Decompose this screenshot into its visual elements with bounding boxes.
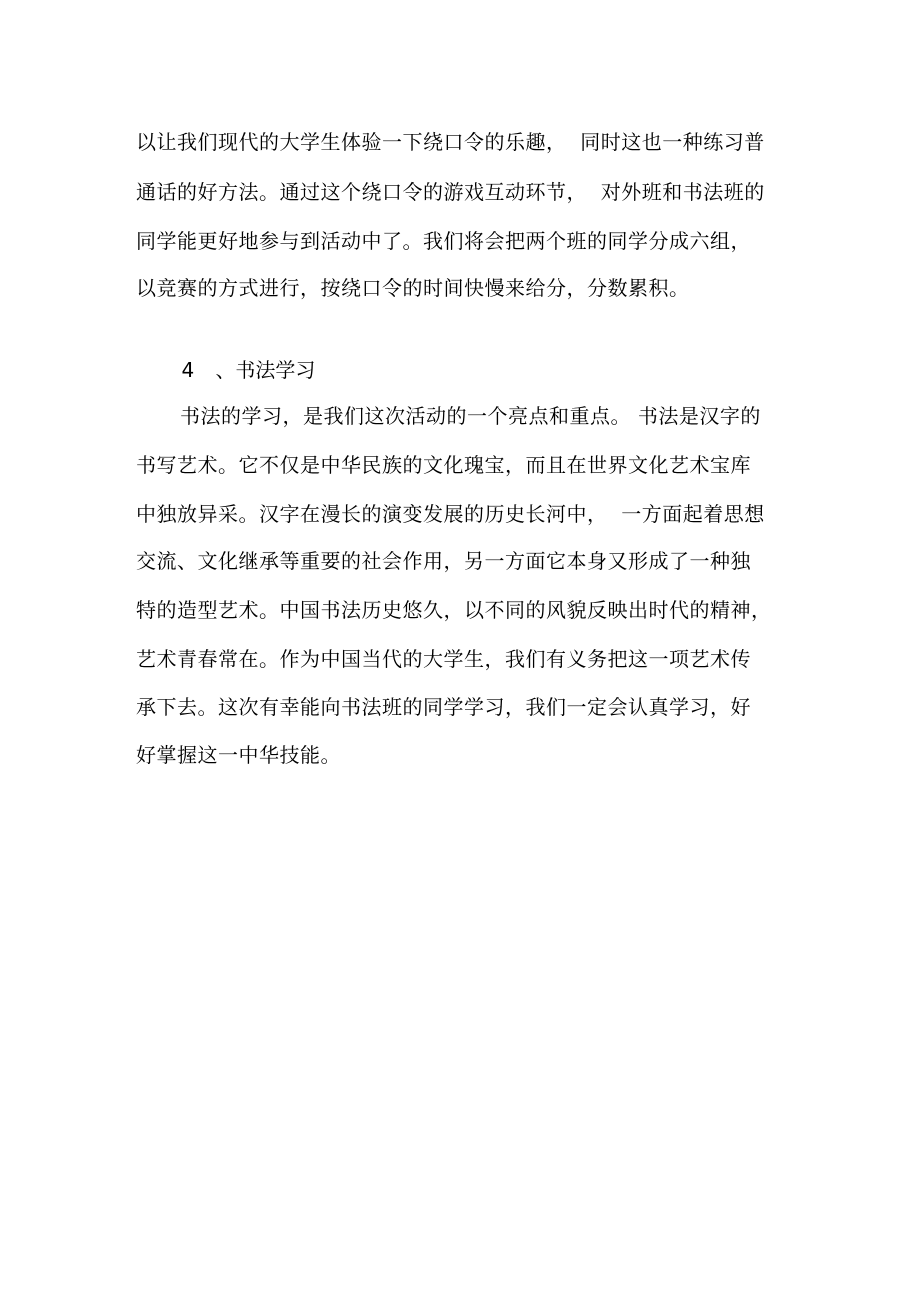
paragraph-2-line-7: 承下去。这次有幸能向书法班的同学学习，我们一定会认真学习，好 bbox=[136, 695, 751, 719]
paragraph-2-line-1: 书法的学习，是我们这次活动的一个亮点和重点。 书法是汉字的 bbox=[180, 404, 761, 428]
paragraph-2-line-3: 中独放异采。汉字在漫长的演变发展的历史长河中， 一方面起着思想 bbox=[136, 502, 765, 526]
paragraph-2-line-4: 交流、文化继承等重要的社会作用，另一方面它本身又形成了一种独 bbox=[136, 549, 751, 573]
section-4-number: 4 bbox=[181, 358, 195, 382]
paragraph-2-line-8: 好掌握这一中华技能。 bbox=[136, 743, 341, 767]
paragraph-2-line-5: 特的造型艺术。中国书法历史悠久，以不同的风貌反映出时代的精神， bbox=[136, 598, 772, 622]
section-4-heading bbox=[156, 328, 315, 412]
paragraph-1-line-4: 以竞赛的方式进行，按绕口令的时间快慢来给分，分数累积。 bbox=[136, 276, 690, 300]
paragraph-2-line-6: 艺术青春常在。作为中国当代的大学生，我们有义务把这一项艺术传 bbox=[136, 647, 751, 671]
paragraph-1-line-3: 同学能更好地参与到活动中了。我们将会把两个班的同学分成六组， bbox=[136, 229, 751, 253]
paragraph-1-line-2: 通话的好方法。通过这个绕口令的游戏互动环节， 对外班和书法班的 bbox=[136, 180, 765, 204]
section-4-title: 、书法学习 bbox=[215, 358, 316, 382]
paragraph-2-line-2: 书写艺术。它不仅是中华民族的文化瑰宝，而且在世界文化艺术宝库 bbox=[136, 453, 751, 477]
paragraph-1-line-1: 以让我们现代的大学生体验一下绕口令的乐趣， 同时这也一种练习普 bbox=[136, 130, 765, 154]
